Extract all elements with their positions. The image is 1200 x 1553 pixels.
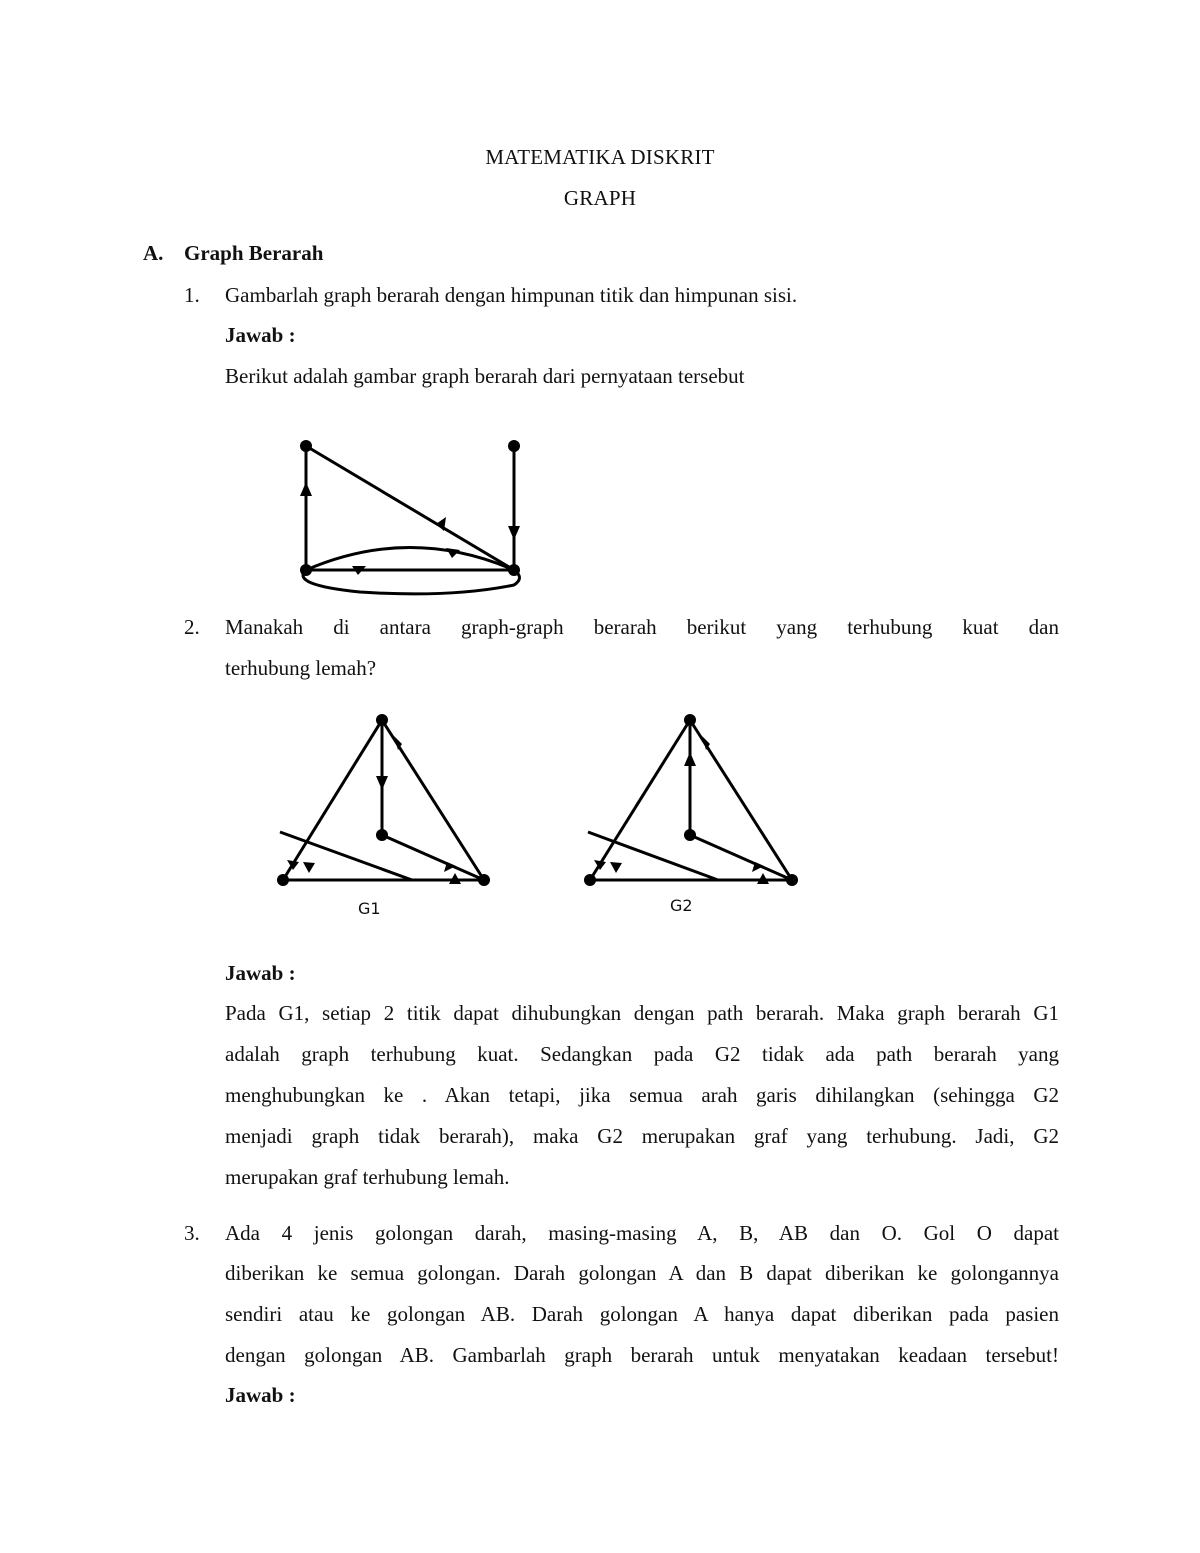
q2-answer-label: Jawab : bbox=[225, 961, 296, 985]
q2-answer-line: adalah graph terhubung kuat. Sedangkan pada G2 tidak ada path berarah yang bbox=[225, 1042, 1059, 1066]
q1-number: 1. bbox=[184, 283, 200, 307]
q1-answer-text: Berikut adalah gambar graph berarah dari pernyataan tersebut bbox=[225, 364, 745, 388]
q1-text: Gambarlah graph berarah dengan himpunan titik dan himpunan sisi. bbox=[225, 283, 798, 307]
section-heading: Graph Berarah bbox=[184, 241, 324, 265]
q3-answer-label: Jawab : bbox=[225, 1383, 296, 1407]
q2-answer-line: menjadi graph tidak berarah), maka G2 merupakan graf yang terhubung. Jadi, G2 bbox=[225, 1124, 1059, 1148]
q3-line: Ada 4 jenis golongan darah, masing-masing A, B, AB dan O. Gol O dapat bbox=[225, 1221, 1059, 1245]
q3-number: 3. bbox=[184, 1221, 200, 1245]
page-title: MATEMATIKA DISKRIT bbox=[485, 145, 715, 169]
q3-line: diberikan ke semua golongan. Darah golongan A dan B dapat diberikan ke golongannya bbox=[225, 1261, 1059, 1285]
q2-line-1: Manakah di antara graph-graph berarah berikut yang terhubung kuat dan bbox=[225, 615, 1059, 639]
q2-answer-line: merupakan graf terhubung lemah. bbox=[225, 1165, 510, 1189]
q3-line: sendiri atau ke golongan AB. Darah golongan A hanya dapat diberikan pada pasien bbox=[225, 1302, 1059, 1326]
q3-line: dengan golongan AB. Gambarlah graph berarah untuk menyatakan keadaan tersebut! bbox=[225, 1343, 1059, 1367]
q2-number: 2. bbox=[184, 615, 200, 639]
section-letter: A. bbox=[143, 241, 164, 265]
page-subtitle: GRAPH bbox=[563, 186, 637, 210]
q2-answer-line: Pada G1, setiap 2 titik dapat dihubungkan dengan path berarah. Maka graph berarah G1 bbox=[225, 1001, 1059, 1025]
q2-answer-line: menghubungkan ke . Akan tetapi, jika semua arah garis dihilangkan (sehingga G2 bbox=[225, 1083, 1059, 1107]
q2-line-2: terhubung lemah? bbox=[225, 656, 377, 680]
g2-label: G2 bbox=[670, 896, 693, 915]
q1-answer-label: Jawab : bbox=[225, 323, 296, 347]
g1-label: G1 bbox=[358, 899, 381, 918]
